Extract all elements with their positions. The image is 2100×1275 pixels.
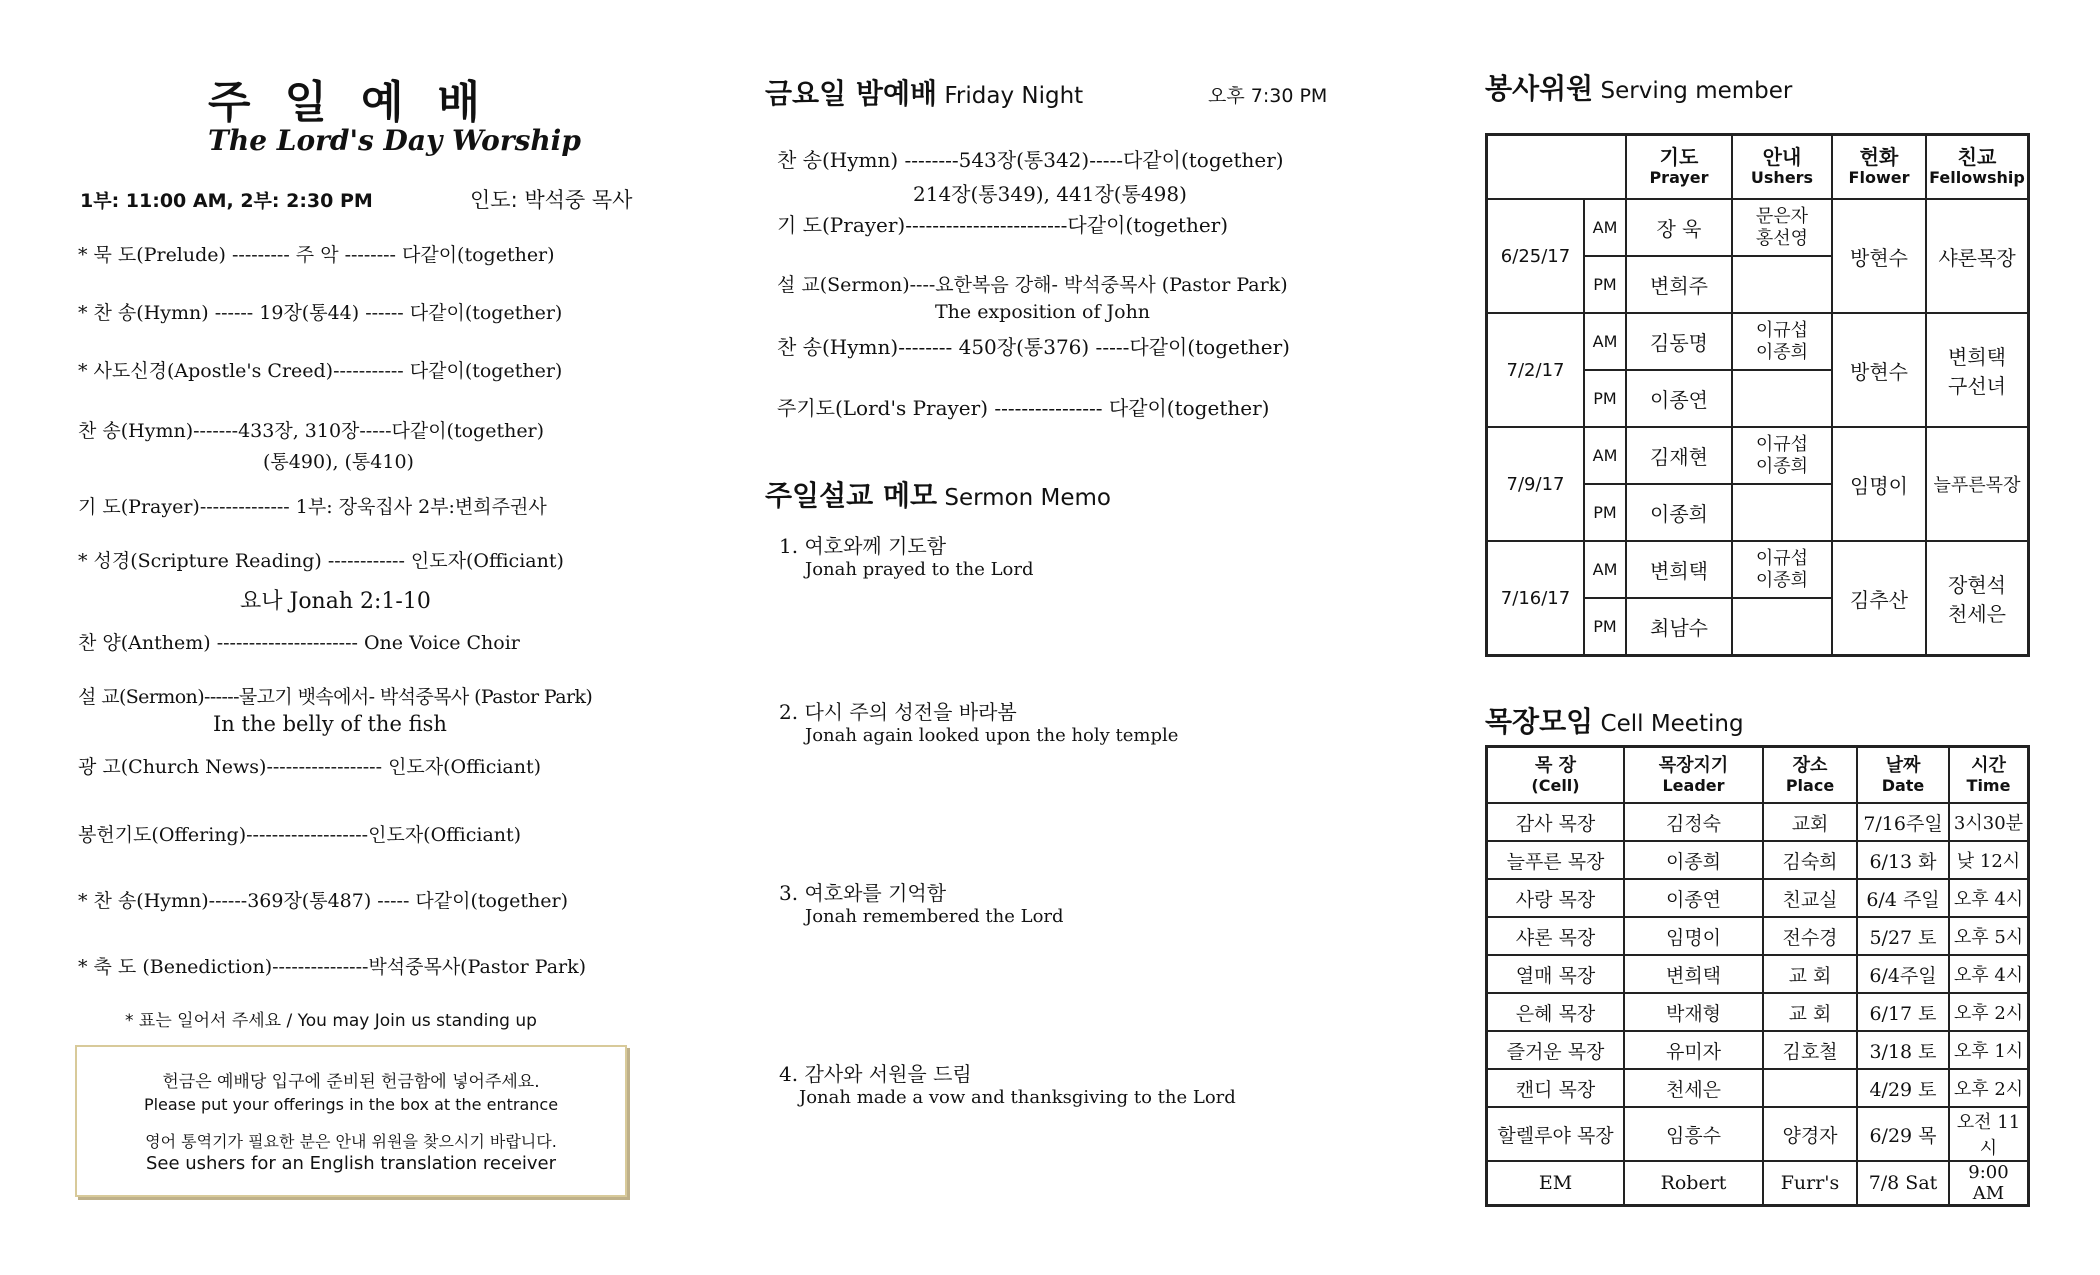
- cell-time: 3시30분: [1949, 803, 2029, 841]
- cell-time: 오후 1시: [1949, 1031, 2029, 1069]
- cell-place: Furr's: [1763, 1161, 1857, 1206]
- cell-row: [1487, 1069, 2029, 1107]
- cell-place: 김호철: [1763, 1031, 1857, 1069]
- pm-prayer: 이종연: [1626, 370, 1732, 427]
- cell-leader: 이종연: [1624, 879, 1763, 917]
- cell-title-korean: 목장모임: [1485, 705, 1594, 738]
- cell-cell: 샤론 목장: [1487, 917, 1625, 955]
- cell-leader: 천세은: [1624, 1069, 1763, 1107]
- order-item-creed: * 사도신경(Apostle's Creed)----------- 다같이(together): [78, 360, 563, 382]
- cell-date: 7/8 Sat: [1857, 1161, 1949, 1206]
- flower: 방현수: [1832, 199, 1926, 313]
- cell-place: 교 회: [1763, 993, 1857, 1031]
- notice-line-1: 헌금은 예배당 입구에 준비된 헌금함에 넣어주세요.: [162, 1072, 540, 1092]
- cell-row: [1487, 955, 2029, 993]
- fellowship: 변희택 구선녀: [1926, 313, 2029, 427]
- cell-row: [1487, 993, 2029, 1031]
- header-prayer: 기도 Prayer: [1626, 135, 1732, 200]
- cell-leader: 유미자: [1624, 1031, 1763, 1069]
- header-place: 장소 Place: [1763, 747, 1857, 804]
- cell-row: [1487, 917, 2029, 955]
- cell-leader: Robert: [1624, 1161, 1763, 1206]
- header-cell: 목 장 (Cell): [1487, 747, 1625, 804]
- scripture-reference: 요나 Jonah 2:1-10: [240, 589, 431, 614]
- memo-point-4: 4. 감사와 서원을 드림: [779, 1062, 972, 1086]
- fellowship: 장현석 천세은: [1926, 541, 2029, 656]
- serving-table: [1485, 133, 2030, 657]
- cell-place: 양경자: [1763, 1107, 1857, 1161]
- serving-date: 6/25/17: [1487, 199, 1585, 313]
- cell-row: [1487, 803, 2029, 841]
- pm-label: PM: [1584, 484, 1626, 541]
- memo-point-3: 3. 여호와를 기억함: [779, 881, 947, 905]
- worship-leader: 인도: 박석중 목사: [470, 188, 633, 212]
- friday-sermon-english: The exposition of John: [935, 301, 1151, 323]
- am-label: AM: [1584, 541, 1626, 598]
- ushers-empty: [1732, 598, 1832, 656]
- friday-item-hymn-1: 찬 송(Hymn) --------543장(통342)-----다같이(together): [777, 148, 1284, 172]
- cell-date: 6/4주일: [1857, 955, 1949, 993]
- notice-line-2: Please put your offerings in the box at the entrance: [143, 1095, 559, 1114]
- worship-times: 1부: 11:00 AM, 2부: 2:30 PM: [80, 190, 373, 212]
- am-label: AM: [1584, 313, 1626, 370]
- serving-title-english: Serving member: [1600, 78, 1793, 104]
- pm-prayer: 변희주: [1626, 256, 1732, 313]
- cell-date: 5/27 토: [1857, 917, 1949, 955]
- cell-row: [1487, 1161, 2029, 1206]
- friday-item-hymn-1-extra: 214장(통349), 441장(통498): [913, 182, 1187, 206]
- am-prayer: 김동명: [1626, 313, 1732, 370]
- flower: 김추산: [1832, 541, 1926, 656]
- am-label: AM: [1584, 199, 1626, 256]
- pm-label: PM: [1584, 370, 1626, 427]
- serving-row: [1487, 541, 2029, 598]
- cell-date: 7/16주일: [1857, 803, 1949, 841]
- serving-row: [1487, 199, 2029, 256]
- cell-time: 9:00 AM: [1949, 1161, 2029, 1206]
- cell-cell: 사랑 목장: [1487, 879, 1625, 917]
- friday-title-korean: 금요일 밤예배: [765, 77, 938, 110]
- serving-date: 7/9/17: [1487, 427, 1585, 541]
- pm-prayer: 이종희: [1626, 484, 1732, 541]
- cell-cell: 감사 목장: [1487, 803, 1625, 841]
- cell-cell: 할렐루야 목장: [1487, 1107, 1625, 1161]
- serving-title-korean: 봉사위원: [1485, 72, 1594, 105]
- cell-cell: 캔디 목장: [1487, 1069, 1625, 1107]
- memo-heading: [765, 474, 1111, 514]
- order-item-hymn-3: * 찬 송(Hymn)------369장(통487) ----- 다같이(together): [78, 890, 568, 912]
- friday-item-prayer: 기 도(Prayer)------------------------다같이(together): [777, 213, 1229, 237]
- cell-time: 오후 4시: [1949, 879, 2029, 917]
- pm-label: PM: [1584, 256, 1626, 313]
- ushers: 이규섭 이종희: [1732, 427, 1832, 484]
- serving-date: 7/2/17: [1487, 313, 1585, 427]
- cell-cell: 즐거운 목장: [1487, 1031, 1625, 1069]
- memo-point-4-english: Jonah made a vow and thanksgiving to the Lord: [799, 1087, 1236, 1108]
- order-item-anthem: 찬 양(Anthem) ---------------------- One Voice Choir: [78, 632, 520, 654]
- ushers-empty: [1732, 370, 1832, 427]
- ushers: 이규섭 이종희: [1732, 313, 1832, 370]
- header-fellowship: 친교 Fellowship: [1926, 135, 2029, 200]
- order-item-hymn-1: * 찬 송(Hymn) ------ 19장(통44) ------ 다같이(together): [78, 302, 563, 324]
- cell-time: 오후 2시: [1949, 993, 2029, 1031]
- cell-place: 전수경: [1763, 917, 1857, 955]
- friday-item-lords-prayer: 주기도(Lord's Prayer) ---------------- 다같이(together): [777, 396, 1270, 420]
- cell-time: 오후 2시: [1949, 1069, 2029, 1107]
- pm-prayer: 최남수: [1626, 598, 1732, 656]
- notice-line-3: 영어 통역기가 필요한 분은 안내 위원을 찾으시기 바랍니다.: [145, 1132, 557, 1151]
- worship-title-korean: 주일예배: [208, 77, 515, 128]
- cell-time: 오후 5시: [1949, 917, 2029, 955]
- header-time: 시간 Time: [1949, 747, 2029, 804]
- offering-notice-box: [75, 1045, 627, 1197]
- serving-row: [1487, 427, 2029, 484]
- worship-title-english: The Lord's Day Worship: [208, 124, 581, 157]
- cell-leader: 변희택: [1624, 955, 1763, 993]
- header-ushers: 안내 Ushers: [1732, 135, 1832, 200]
- memo-point-1-english: Jonah prayed to the Lord: [805, 559, 1034, 580]
- order-item-benediction: * 축 도 (Benediction)---------------박석중목사(Pastor Park): [78, 956, 587, 978]
- cell-place: 교 회: [1763, 955, 1857, 993]
- cell-place: 교회: [1763, 803, 1857, 841]
- am-prayer: 장 욱: [1626, 199, 1732, 256]
- cell-leader: 박재형: [1624, 993, 1763, 1031]
- memo-title-english: Sermon Memo: [944, 485, 1111, 511]
- serving-header-row: [1487, 135, 2029, 200]
- order-item-prelude: * 묵 도(Prelude) --------- 주 악 -------- 다같이(together): [78, 244, 555, 266]
- serving-heading: [1485, 67, 1792, 107]
- flower: 방현수: [1832, 313, 1926, 427]
- cell-cell: 은혜 목장: [1487, 993, 1625, 1031]
- pm-label: PM: [1584, 598, 1626, 656]
- cell-place: 친교실: [1763, 879, 1857, 917]
- order-item-sermon: 설 교(Sermon)------물고기 뱃속에서- 박석중목사 (Pastor Park): [78, 686, 593, 708]
- order-item-news: 광 고(Church News)------------------ 인도자(Officiant): [78, 756, 542, 778]
- fellowship: 샤론목장: [1926, 199, 2029, 313]
- order-item-hymn-2: 찬 송(Hymn)-------433장, 310장-----다같이(together): [78, 420, 545, 442]
- ushers-empty: [1732, 256, 1832, 313]
- fellowship: 늘푸른목장: [1926, 427, 2029, 541]
- standing-note: * 표는 일어서 주세요 / You may Join us standing up: [125, 1011, 537, 1031]
- serving-row: [1487, 313, 2029, 370]
- header-leader: 목장지기 Leader: [1624, 747, 1763, 804]
- friday-heading: [765, 72, 1083, 112]
- serving-date: 7/16/17: [1487, 541, 1585, 656]
- order-item-hymn-2-old: (통490), (통410): [263, 451, 414, 473]
- header-flower: 헌화 Flower: [1832, 135, 1926, 200]
- memo-title-korean: 주일설교 메모: [765, 479, 938, 512]
- friday-title-english: Friday Night: [944, 83, 1084, 109]
- ushers-empty: [1732, 484, 1832, 541]
- serving-header-corner: [1487, 135, 1627, 200]
- cell-leader: 김정숙: [1624, 803, 1763, 841]
- cell-cell: 열매 목장: [1487, 955, 1625, 993]
- flower: 임명이: [1832, 427, 1926, 541]
- memo-point-3-english: Jonah remembered the Lord: [805, 906, 1064, 927]
- cell-row: [1487, 879, 2029, 917]
- cell-header-row: [1487, 747, 2029, 804]
- notice-line-4: See ushers for an English translation receiver: [145, 1153, 557, 1174]
- friday-item-hymn-2: 찬 송(Hymn)-------- 450장(통376) -----다같이(together): [777, 335, 1290, 359]
- am-label: AM: [1584, 427, 1626, 484]
- ushers: 이규섭 이종희: [1732, 541, 1832, 598]
- cell-date: 6/29 목: [1857, 1107, 1949, 1161]
- am-prayer: 변희택: [1626, 541, 1732, 598]
- memo-point-2-english: Jonah again looked upon the holy temple: [805, 725, 1179, 746]
- cell-cell: EM: [1487, 1161, 1625, 1206]
- cell-time: 오전 11시: [1949, 1107, 2029, 1161]
- cell-row: [1487, 1031, 2029, 1069]
- order-item-scripture: * 성경(Scripture Reading) ------------ 인도자(Officiant): [78, 550, 564, 572]
- cell-date: 6/17 토: [1857, 993, 1949, 1031]
- cell-leader: 이종희: [1624, 841, 1763, 879]
- cell-cell: 늘푸른 목장: [1487, 841, 1625, 879]
- friday-time: 오후 7:30 PM: [1208, 85, 1328, 107]
- sermon-title-english: In the belly of the fish: [213, 712, 447, 736]
- cell-leader: 임흥수: [1624, 1107, 1763, 1161]
- cell-date: 4/29 토: [1857, 1069, 1949, 1107]
- order-item-prayer: 기 도(Prayer)-------------- 1부: 장욱집사 2부:변희주권사: [78, 496, 547, 518]
- friday-item-sermon: 설 교(Sermon)----요한복음 강해- 박석중목사 (Pastor Park): [777, 274, 1288, 296]
- cell-time: 오후 4시: [1949, 955, 2029, 993]
- cell-row: [1487, 1107, 2029, 1161]
- cell-date: 3/18 토: [1857, 1031, 1949, 1069]
- am-prayer: 김재현: [1626, 427, 1732, 484]
- cell-date: 6/4 주일: [1857, 879, 1949, 917]
- header-date: 날짜 Date: [1857, 747, 1949, 804]
- cell-leader: 임명이: [1624, 917, 1763, 955]
- ushers: 문은자 홍선영: [1732, 199, 1832, 256]
- cell-meeting-table: [1485, 745, 2030, 1207]
- cell-place: [1763, 1069, 1857, 1107]
- order-item-offering: 봉헌기도(Offering)-------------------인도자(Officiant): [78, 824, 522, 846]
- memo-point-1: 1. 여호와께 기도함: [779, 534, 947, 558]
- cell-time: 낮 12시: [1949, 841, 2029, 879]
- cell-date: 6/13 화: [1857, 841, 1949, 879]
- cell-title-english: Cell Meeting: [1600, 711, 1744, 737]
- memo-point-2: 2. 다시 주의 성전을 바라봄: [779, 700, 1017, 724]
- cell-row: [1487, 841, 2029, 879]
- cell-heading: [1485, 700, 1744, 740]
- cell-place: 김숙희: [1763, 841, 1857, 879]
